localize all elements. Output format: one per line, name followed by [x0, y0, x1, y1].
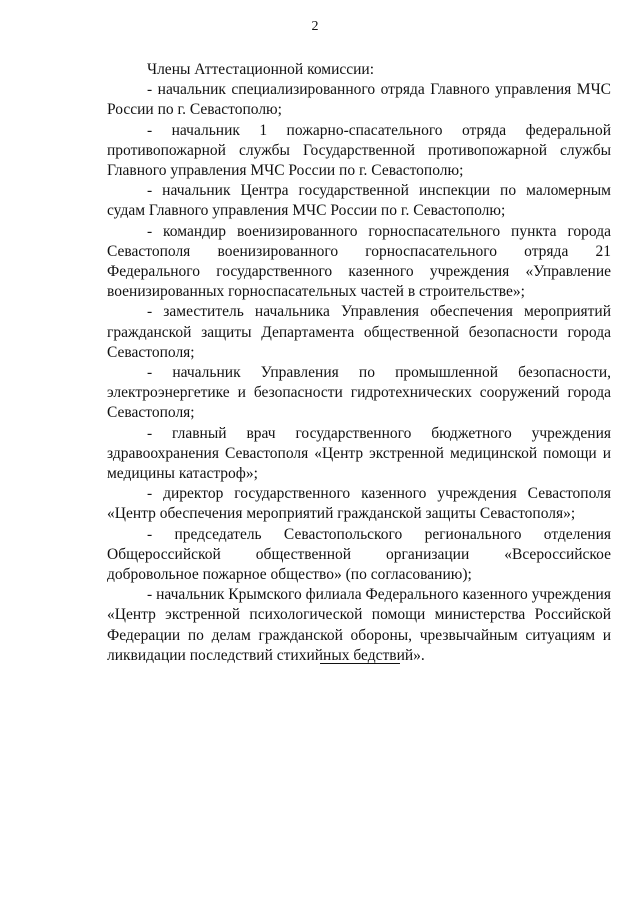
member-item: - командир военизированного горноспасательного пункта города Севастополя военизированного горноспасательного отряда 21 Федерального государственного казенного учреждения «Управление военизированных горноспасательных частей в строительстве»; [107, 222, 611, 301]
end-divider-line [320, 663, 400, 664]
member-item: - начальник специализированного отряда Главного управления МЧС России по г. Севастополю; [107, 81, 611, 119]
commission-members-heading: Члены Аттестационной комиссии: [147, 61, 375, 78]
member-item: - начальник Крымского филиала Федерального казенного учреждения «Центр экстренной психологической помощи министерства Российской Федерации по делам гражданской обороны, чрезвычайным ситуациям и ликвидации последствий стихийных бедствий». [107, 586, 611, 664]
member-item: - начальник Управления по промышленной безопасности, электроэнергетике и безопасности гидротехнических сооружений города Севастополя; [107, 364, 611, 422]
member-item: - директор государственного казенного учреждения Севастополя «Центр обеспечения мероприятий гражданской защиты Севастополя»; [107, 485, 611, 523]
document-body [107, 60, 611, 666]
page-number: 2 [311, 19, 319, 34]
member-item: - начальник 1 пожарно-спасательного отряда федеральной противопожарной службы Государственной противопожарной службы Главного управления МЧС России по г. Севастополю; [107, 121, 611, 180]
member-item: - начальник Центра государственной инспекции по маломерным судам Главного управления МЧС России по г. Севастополю; [107, 182, 611, 220]
member-item: - главный врач государственного бюджетного учреждения здравоохранения Севастополя «Центр экстренной медицинской помощи и медицины катастроф»; [107, 424, 611, 483]
member-item: - председатель Севастопольского регионального отделения Общероссийской общественной организации «Всероссийское добровольное пожарное общество» (по согласованию); [107, 525, 611, 584]
member-item: - заместитель начальника Управления обеспечения мероприятий гражданской защиты Департамента общественной безопасности города Севастополя; [107, 303, 611, 361]
